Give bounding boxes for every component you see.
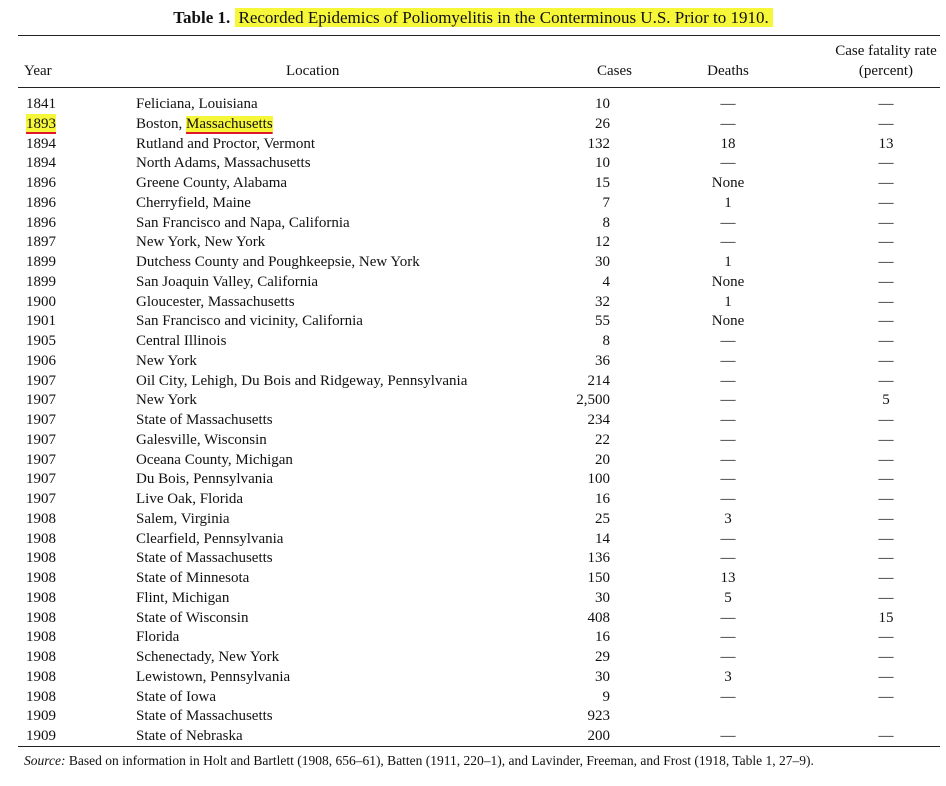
cell-year: 1897	[26, 234, 56, 251]
cell-cfr: —	[878, 175, 894, 191]
cell-year: 1908	[26, 629, 56, 646]
cell-location: Oceana County, Michigan	[136, 451, 293, 468]
table-row	[0, 726, 946, 746]
cell-year: 1907	[26, 392, 56, 409]
cell-deaths: 13	[720, 570, 736, 586]
cell-deaths: —	[720, 451, 736, 468]
cell-cfr: —	[878, 530, 894, 547]
header-deaths: Deaths	[707, 63, 749, 79]
cell-deaths: —	[720, 471, 736, 488]
header-location: Location	[286, 63, 340, 79]
cell-location: State of Minnesota	[136, 570, 250, 586]
cell-cfr: —	[878, 649, 894, 665]
cell-year: 1899	[26, 273, 56, 290]
cell-deaths: —	[720, 352, 736, 369]
table-row	[0, 509, 946, 529]
cell-location: Central Illinois	[136, 333, 227, 349]
cell-year: 1908	[26, 550, 56, 567]
cell-cfr: —	[878, 491, 894, 507]
cell-cfr: —	[878, 372, 894, 389]
table-row	[0, 489, 946, 509]
cell-cfr: —	[878, 668, 894, 685]
cell-location: Lewistown, Pennsylvania	[136, 668, 291, 685]
cell-cfr: —	[878, 115, 894, 132]
table-row	[0, 272, 946, 292]
cell-year: 1900	[26, 293, 56, 310]
cell-deaths: —	[720, 96, 736, 112]
cell-cases: 10	[595, 155, 610, 172]
cell-cfr: —	[878, 155, 894, 172]
table-row	[0, 469, 946, 489]
cell-location: State of Massachusetts	[136, 412, 273, 428]
cell-cfr: —	[878, 629, 894, 646]
cell-cases: 22	[595, 431, 610, 448]
cell-year: 1896	[26, 194, 56, 211]
header-cfr-line2: (percent)	[858, 63, 914, 79]
cell-cases: 9	[602, 688, 610, 705]
table-row	[0, 410, 946, 430]
cell-year: 1907	[26, 451, 56, 468]
cell-deaths: 1	[724, 254, 732, 270]
table-row	[0, 252, 946, 272]
table-row	[0, 548, 946, 568]
cell-cfr: —	[878, 510, 894, 527]
bottom-rule	[18, 746, 940, 747]
table-row	[0, 588, 946, 608]
cell-location: Clearfield, Pennsylvania	[136, 530, 284, 547]
table-row	[0, 390, 946, 410]
cell-year: 1901	[26, 313, 56, 330]
source-note	[24, 752, 814, 770]
cell-year: 1908	[26, 688, 56, 705]
cell-deaths: —	[720, 234, 736, 251]
cell-location: Schenectady, New York	[136, 649, 280, 665]
table-row	[0, 94, 946, 114]
cell-cfr: —	[878, 313, 894, 330]
cell-deaths: 18	[720, 135, 736, 152]
cell-location: Flint, Michigan	[136, 589, 230, 606]
cell-location: State of Massachusetts	[136, 550, 273, 567]
table-row	[0, 450, 946, 470]
cell-location: New York	[136, 392, 197, 409]
cell-deaths: —	[720, 431, 736, 448]
cell-deaths: 3	[724, 510, 732, 527]
cell-location: State of Nebraska	[136, 728, 243, 744]
cell-location: Gloucester, Massachusetts	[136, 293, 295, 310]
cell-cfr: —	[878, 214, 894, 231]
cell-location: Oil City, Lehigh, Du Bois and Ridgeway, Pennsylvania	[136, 372, 468, 389]
table-title	[0, 5, 946, 31]
cell-cfr: —	[878, 254, 894, 270]
cell-cfr: —	[878, 570, 894, 586]
table-row	[0, 292, 946, 312]
cell-deaths: 1	[724, 293, 732, 310]
cell-location: New York, New York	[136, 234, 266, 251]
header-year: Year	[24, 63, 52, 79]
cell-location: San Francisco and vicinity, California	[136, 313, 363, 330]
cell-deaths: None	[711, 313, 745, 330]
cell-location: Dutchess County and Poughkeepsie, New York	[136, 254, 420, 270]
table-body	[0, 94, 946, 746]
header-rule	[18, 87, 940, 88]
cell-year: 1907	[26, 431, 56, 448]
cell-location: State of Massachusetts	[136, 708, 273, 725]
cell-cfr: —	[878, 273, 894, 290]
cell-cases: 923	[587, 708, 610, 725]
cell-cases: 20	[595, 451, 610, 468]
table-row	[0, 647, 946, 667]
cell-cfr: —	[878, 550, 894, 567]
table-row	[0, 193, 946, 213]
cell-cases: 55	[595, 313, 610, 330]
cell-year: 1894	[26, 135, 56, 152]
cell-year: 1908	[26, 589, 56, 606]
cell-deaths: —	[720, 372, 736, 389]
cell-cases: 2,500	[576, 392, 610, 409]
cell-deaths: —	[720, 333, 736, 349]
cell-year: 1908	[26, 510, 56, 527]
cell-cases: 200	[587, 728, 610, 744]
table-row	[0, 371, 946, 391]
cell-deaths: —	[720, 412, 736, 428]
cell-location: Greene County, Alabama	[136, 175, 288, 191]
cell-cfr: —	[878, 194, 894, 211]
cell-deaths: —	[720, 688, 736, 705]
table-row	[0, 351, 946, 371]
cell-year: 1899	[26, 254, 56, 270]
cell-location: State of Wisconsin	[136, 609, 249, 626]
cell-deaths: —	[720, 491, 736, 507]
cell-location: New York	[136, 352, 197, 369]
header-cases: Cases	[597, 63, 632, 79]
cell-cfr: —	[878, 728, 894, 744]
cell-cases: 25	[595, 510, 610, 527]
cell-cases: 12	[595, 234, 610, 251]
cell-year: 1909	[26, 708, 56, 725]
table-row	[0, 430, 946, 450]
cell-location: Boston, Massachusetts	[136, 115, 273, 132]
cell-year: 1841	[26, 96, 56, 112]
cell-cfr: —	[878, 431, 894, 448]
table-caption: Recorded Epidemics of Poliomyelitis in the Conterminous U.S. Prior to 1910.	[235, 8, 773, 27]
cell-cases: 29	[595, 649, 610, 665]
cell-cfr: —	[878, 352, 894, 369]
cell-cfr: —	[878, 589, 894, 606]
cell-cfr: 13	[878, 135, 894, 152]
cell-deaths: 3	[724, 668, 732, 685]
cell-location: Florida	[136, 629, 180, 646]
header-cfr	[818, 41, 946, 81]
cell-cases: 10	[595, 96, 610, 112]
cell-deaths: —	[720, 550, 736, 567]
cell-cfr: —	[878, 412, 894, 428]
cell-location: Live Oak, Florida	[136, 491, 244, 507]
cell-cases: 234	[587, 412, 610, 428]
cell-cases: 26	[595, 115, 610, 132]
cell-year: 1894	[26, 155, 56, 172]
cell-deaths: 5	[724, 589, 732, 606]
cell-cases: 15	[595, 175, 610, 191]
cell-cases: 14	[595, 530, 610, 547]
cell-cfr: —	[878, 471, 894, 488]
table-row	[0, 627, 946, 647]
cell-cfr: —	[878, 96, 894, 112]
cell-cfr: —	[878, 688, 894, 705]
cell-year: 1908	[26, 530, 56, 547]
cell-deaths: None	[711, 273, 745, 290]
cell-deaths: None	[711, 175, 745, 191]
cell-year: 1905	[26, 333, 56, 349]
cell-cfr: —	[878, 333, 894, 349]
cell-cfr: —	[878, 451, 894, 468]
cell-year: 1906	[26, 352, 56, 369]
cell-deaths: —	[720, 609, 736, 626]
table-row	[0, 568, 946, 588]
cell-year: 1907	[26, 471, 56, 488]
cell-cases: 100	[587, 471, 610, 488]
cell-cases: 30	[595, 668, 610, 685]
cell-year: 1896	[26, 214, 56, 231]
cell-cases: 4	[602, 273, 610, 290]
cell-cases: 8	[602, 333, 610, 349]
table-row	[0, 667, 946, 687]
table-row	[0, 173, 946, 193]
cell-cases: 16	[595, 629, 610, 646]
cell-location: Cherryfield, Maine	[136, 194, 251, 211]
header-cfr-line1: Case fatality rate	[835, 43, 937, 59]
cell-year-highlighted: 1893	[26, 115, 56, 132]
cell-year: 1908	[26, 668, 56, 685]
cell-cases: 30	[595, 589, 610, 606]
cell-location: Rutland and Proctor, Vermont	[136, 135, 316, 152]
cell-year: 1908	[26, 609, 56, 626]
table-row	[0, 134, 946, 154]
cell-cfr: 15	[878, 609, 894, 626]
cell-cases: 32	[595, 293, 610, 310]
top-rule	[18, 35, 940, 36]
cell-cases: 408	[587, 609, 610, 626]
cell-cfr: —	[878, 293, 894, 310]
cell-cases: 132	[587, 135, 610, 152]
cell-year: 1896	[26, 175, 56, 191]
cell-deaths: —	[720, 392, 736, 409]
source-text: Based on information in Holt and Bartlett (1908, 656–61), Batten (1911, 220–1), and Lavinder, Freeman, and Frost (1918, Table 1, 27–9).	[65, 753, 814, 768]
cell-cases: 16	[595, 491, 610, 507]
cell-cfr: —	[878, 234, 894, 251]
cell-cfr: 5	[882, 392, 890, 409]
cell-year: 1908	[26, 649, 56, 665]
table-row	[0, 706, 946, 726]
cell-location: Du Bois, Pennsylvania	[136, 471, 274, 488]
cell-year: 1907	[26, 412, 56, 428]
cell-deaths: —	[720, 728, 736, 744]
cell-year: 1907	[26, 372, 56, 389]
cell-location: Galesville, Wisconsin	[136, 431, 267, 448]
cell-cases: 8	[602, 214, 610, 231]
table-row	[0, 153, 946, 173]
table-row	[0, 114, 946, 134]
table-row	[0, 608, 946, 628]
cell-deaths: —	[720, 530, 736, 547]
cell-location: San Joaquin Valley, California	[136, 273, 319, 290]
table-row	[0, 331, 946, 351]
cell-deaths: —	[720, 155, 736, 172]
cell-year: 1908	[26, 570, 56, 586]
cell-cases: 136	[587, 550, 610, 567]
table-row	[0, 311, 946, 331]
cell-year: 1907	[26, 491, 56, 507]
cell-location: North Adams, Massachusetts	[136, 155, 311, 172]
cell-cases: 150	[587, 570, 610, 586]
cell-deaths: —	[720, 649, 736, 665]
cell-deaths: —	[720, 629, 736, 646]
cell-location: Salem, Virginia	[136, 510, 230, 527]
cell-deaths: —	[720, 115, 736, 132]
cell-deaths: —	[720, 214, 736, 231]
cell-cases: 36	[595, 352, 610, 369]
cell-cases: 7	[602, 194, 610, 211]
cell-cases: 214	[587, 372, 610, 389]
cell-cases: 30	[595, 254, 610, 270]
highlighted-state: Massachusetts	[186, 115, 273, 132]
table-label: Table 1.	[173, 8, 231, 27]
cell-year: 1909	[26, 728, 56, 744]
table-row	[0, 232, 946, 252]
table-row	[0, 687, 946, 707]
cell-location: San Francisco and Napa, California	[136, 214, 350, 231]
table-row	[0, 529, 946, 549]
source-label: Source:	[24, 753, 66, 768]
cell-deaths: 1	[724, 194, 732, 211]
cell-location: Feliciana, Louisiana	[136, 96, 258, 112]
table-row	[0, 213, 946, 233]
cell-location: State of Iowa	[136, 688, 216, 705]
